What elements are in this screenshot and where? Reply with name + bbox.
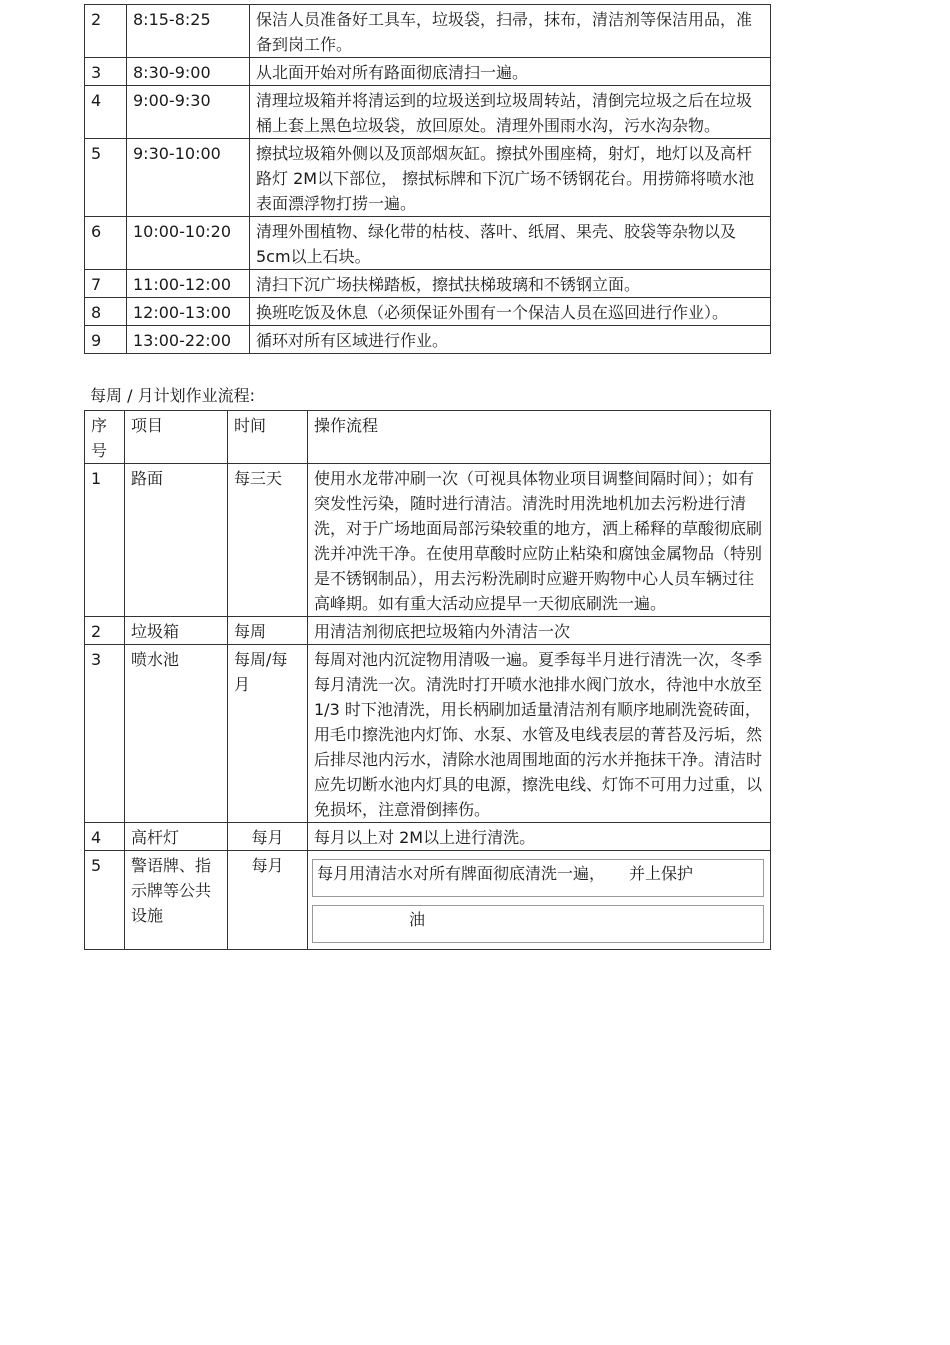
row-item: 警语牌、指示牌等公共设施	[125, 851, 228, 950]
table-row	[85, 86, 771, 139]
table-row	[85, 464, 771, 617]
header-time: 时间	[228, 411, 308, 464]
row-number: 1	[85, 464, 125, 617]
row-time: 9:00-9:30	[127, 86, 250, 139]
row-time: 每三天	[228, 464, 308, 617]
row-item: 垃圾箱	[125, 617, 228, 645]
row-number: 3	[85, 58, 127, 86]
row-number: 5	[85, 851, 125, 950]
table-row	[85, 5, 771, 58]
row-number: 6	[85, 217, 127, 270]
row-process: 用清洁剂彻底把垃圾箱内外清洁一次	[308, 617, 771, 645]
row-number: 5	[85, 139, 127, 217]
row-number: 4	[85, 823, 125, 851]
row-time: 10:00-10:20	[127, 217, 250, 270]
row-time: 8:15-8:25	[127, 5, 250, 58]
row-time: 每周/每月	[228, 645, 308, 823]
row-time: 每月	[228, 851, 308, 950]
table-row	[85, 645, 771, 823]
row-time: 11:00-12:00	[127, 270, 250, 298]
row-task: 循环对所有区域进行作业。	[250, 326, 771, 354]
row-item: 路面	[125, 464, 228, 617]
row-task: 清理垃圾箱并将清运到的垃圾送到垃圾周转站，清倒完垃圾之后在垃圾桶上套上黑色垃圾袋，放回原处。清理外围雨水沟，污水沟杂物。	[250, 86, 771, 139]
table-row	[85, 851, 771, 950]
row-task: 从北面开始对所有路面彻底清扫一遍。	[250, 58, 771, 86]
header-item: 项目	[125, 411, 228, 464]
row-task: 擦拭垃圾箱外侧以及顶部烟灰缸。擦拭外围座椅，射灯，地灯以及高杆路灯 2M以下部位， 擦拭标牌和下沉广场不锈钢花台。用捞筛将喷水池表面漂浮物打捞一遍。	[250, 139, 771, 217]
row-time: 每月	[228, 823, 308, 851]
row-task: 清理外围植物、绿化带的枯枝、落叶、纸屑、果壳、胶袋等杂物以及 5cm以上石块。	[250, 217, 771, 270]
process-line-box: 油	[312, 905, 764, 943]
header-process: 操作流程	[308, 411, 771, 464]
row-time: 12:00-13:00	[127, 298, 250, 326]
table-row	[85, 617, 771, 645]
table-row	[85, 326, 771, 354]
row-number: 2	[85, 5, 127, 58]
table-header-row	[85, 411, 771, 464]
process-line-box: 每月用清洁水对所有牌面彻底清洗一遍， 并上保护	[312, 859, 764, 897]
table-row	[85, 217, 771, 270]
row-number: 9	[85, 326, 127, 354]
weekly-monthly-plan-table	[84, 410, 771, 950]
table-row	[85, 823, 771, 851]
daily-schedule-table	[84, 4, 771, 354]
row-process: 每月以上对 2M以上进行清洗。	[308, 823, 771, 851]
row-time: 8:30-9:00	[127, 58, 250, 86]
row-task: 清扫下沉广场扶梯踏板，擦拭扶梯玻璃和不锈钢立面。	[250, 270, 771, 298]
table-row	[85, 298, 771, 326]
row-time: 每周	[228, 617, 308, 645]
row-number: 2	[85, 617, 125, 645]
row-time: 13:00-22:00	[127, 326, 250, 354]
row-task: 保洁人员准备好工具车，垃圾袋，扫帚，抹布，清洁剂等保洁用品，准备到岗工作。	[250, 5, 771, 58]
row-number: 7	[85, 270, 127, 298]
table-row	[85, 270, 771, 298]
row-time: 9:30-10:00	[127, 139, 250, 217]
row-item: 喷水池	[125, 645, 228, 823]
weekly-monthly-plan-title: 每周 / 月计划作业流程:	[90, 386, 255, 405]
row-task: 换班吃饭及休息（必须保证外围有一个保洁人员在巡回进行作业）。	[250, 298, 771, 326]
table-row	[85, 58, 771, 86]
row-process: 使用水龙带冲刷一次（可视具体物业项目调整间隔时间）；如有突发性污染，随时进行清洁。清洗时用洗地机加去污粉进行清洗，对于广场地面局部污染较重的地方，洒上稀释的草酸彻底刷洗并冲洗干净。在使用草酸时应防止粘染和腐蚀金属物品（特别是不锈钢制品），用去污粉洗刷时应避开购物中心人员车辆过往高峰期。如有重大活动应提早一天彻底刷洗一遍。	[308, 464, 771, 617]
table-row	[85, 139, 771, 217]
row-number: 3	[85, 645, 125, 823]
row-number: 8	[85, 298, 127, 326]
row-item: 高杆灯	[125, 823, 228, 851]
row-process	[308, 851, 771, 950]
row-process: 每周对池内沉淀物用清吸一遍。夏季每半月进行清洗一次，冬季每月清洗一次。清洗时打开喷水池排水阀门放水，待池中水放至 1/3 时下池清洗，用长柄刷加适量清洁剂有顺序地刷洗瓷砖面，用毛巾擦洗池内灯饰、水泵、水管及电线表层的菁苔及污垢，然后排尽池内污水，清除水池周围地面的污水并拖抹干净。清洁时应先切断水池内灯具的电源，擦洗电线、灯饰不可用力过重，以免损坏，注意滑倒摔伤。	[308, 645, 771, 823]
row-number: 4	[85, 86, 127, 139]
header-no: 序号	[85, 411, 125, 464]
